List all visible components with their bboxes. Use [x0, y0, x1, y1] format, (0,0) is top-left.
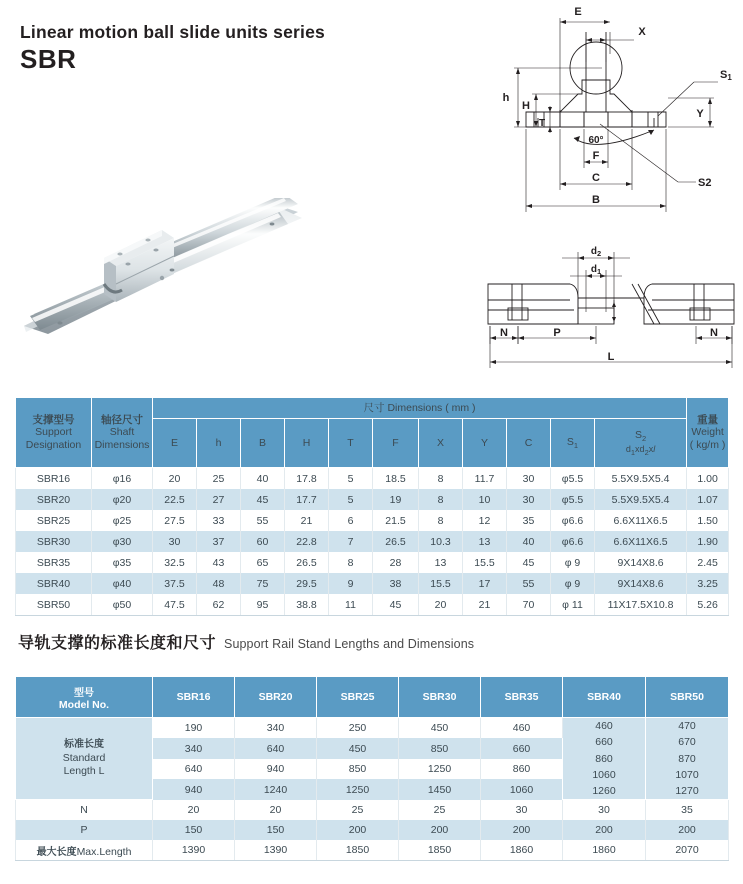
- dim-label-S2: S2: [698, 177, 712, 189]
- cell-E: 37.5: [153, 573, 197, 594]
- cell-max-sbr35: 1860: [481, 840, 563, 861]
- cell-X: 13: [419, 552, 463, 573]
- th-S2-x1: x: [635, 443, 640, 454]
- cell-E: 30: [153, 531, 197, 552]
- cell-standard-length-sbr16: 190: [153, 718, 235, 739]
- cell-weight: 1.07: [687, 489, 729, 510]
- cell-T: 9: [329, 573, 373, 594]
- th-S2-main: S: [634, 428, 642, 441]
- cell-B: 45: [241, 489, 285, 510]
- th-E: E: [153, 419, 197, 468]
- cell-S1: φ5.5: [551, 468, 595, 490]
- cell-standard-length-sbr30: 850: [399, 738, 481, 758]
- th-model-no-cn: 型号: [74, 687, 94, 699]
- cell-H: 29.5: [285, 573, 329, 594]
- th-model-sbr40: SBR40: [563, 677, 646, 718]
- cell-X: 20: [419, 594, 463, 616]
- dimensions-table: [15, 397, 729, 616]
- cell-n-sbr16: 20: [153, 800, 235, 821]
- cell-standard-length-sbr25: 450: [317, 738, 399, 758]
- th-weight: [687, 398, 729, 468]
- cell-n-sbr20: 20: [235, 800, 317, 821]
- cell-h: 33: [197, 510, 241, 531]
- cell-Y: 11.7: [463, 468, 507, 490]
- cell-T: 6: [329, 510, 373, 531]
- cell-S1: φ5.5: [551, 489, 595, 510]
- th-weight-en1: Weight: [691, 426, 724, 439]
- cell-C: 45: [507, 552, 551, 573]
- cell-F: 38: [373, 573, 419, 594]
- dim-label-P: P: [553, 327, 561, 339]
- cell-standard-length-sbr16: 940: [153, 779, 235, 799]
- cell-standard-length-sbr20: 940: [235, 759, 317, 779]
- cell-F: 28: [373, 552, 419, 573]
- section-heading-en: Support Rail Stand Lengths and Dimensions: [224, 637, 475, 651]
- cell-H: 26.5: [285, 552, 329, 573]
- cell-n-sbr30: 25: [399, 800, 481, 821]
- cell-max-sbr16: 1390: [153, 840, 235, 861]
- cell-T: 11: [329, 594, 373, 616]
- table-row: [16, 800, 729, 821]
- row-label-standard-length-cn: 标准长度: [64, 739, 104, 751]
- th-S2-d2sub: 2: [644, 447, 649, 457]
- cell-p-sbr50: 200: [646, 820, 729, 840]
- cell-h: 25: [197, 468, 241, 490]
- th-model-sbr35: SBR35: [481, 677, 563, 718]
- drawing-side-view: [482, 228, 740, 376]
- row-label-standard-length: [16, 718, 153, 800]
- table-row: [16, 468, 729, 490]
- cell-max-sbr40: 1860: [563, 840, 646, 861]
- product-photo-linear-rail: [16, 198, 316, 343]
- cell-E: 20: [153, 468, 197, 490]
- cell-shaft: φ25: [92, 510, 153, 531]
- th-S2-d1: d: [625, 443, 631, 454]
- cell-p-sbr16: 150: [153, 820, 235, 840]
- cell-length-value: 1060: [592, 768, 616, 781]
- dim-label-C: C: [592, 172, 600, 184]
- cell-standard-length-sbr35: 660: [481, 738, 563, 758]
- cell-model: SBR40: [16, 573, 92, 594]
- cell-S2: 9X14X8.6: [595, 552, 687, 573]
- cell-S2: 9X14X8.6: [595, 573, 687, 594]
- section-heading-cn: 导轨支撑的标准长度和尺寸: [18, 635, 217, 652]
- cell-C: 55: [507, 573, 551, 594]
- cell-p-sbr35: 200: [481, 820, 563, 840]
- section-heading: [18, 630, 474, 653]
- lengths-table: [15, 676, 729, 861]
- dim-label-T: T: [538, 118, 546, 129]
- th-support-designation-en2: Designation: [25, 438, 82, 451]
- th-Y: Y: [463, 419, 507, 468]
- th-shaft-dimensions-cn: 轴径尺寸: [101, 413, 143, 426]
- row-label-max: [16, 840, 153, 861]
- cell-shaft: φ50: [92, 594, 153, 616]
- cell-standard-length-sbr25: 850: [317, 759, 399, 779]
- cell-E: 27.5: [153, 510, 197, 531]
- table-row: [16, 531, 729, 552]
- th-B: B: [241, 419, 285, 468]
- cell-Y: 15.5: [463, 552, 507, 573]
- table-row: [16, 840, 729, 861]
- cell-max-sbr25: 1850: [317, 840, 399, 861]
- th-S2-sub: 2: [641, 433, 647, 443]
- cell-length-value: 660: [595, 736, 613, 749]
- row-label-p: P: [16, 820, 153, 840]
- cell-standard-length-sbr20: 640: [235, 738, 317, 758]
- cell-weight: 2.45: [687, 552, 729, 573]
- th-S2: [595, 419, 687, 468]
- cell-T: 5: [329, 489, 373, 510]
- th-shaft-dimensions-en1: Shaft: [109, 426, 135, 439]
- cell-H: 17.7: [285, 489, 329, 510]
- cell-C: 30: [507, 468, 551, 490]
- cell-model: SBR16: [16, 468, 92, 490]
- cell-S2: 5.5X9.5X5.4: [595, 468, 687, 490]
- cell-weight: 1.00: [687, 468, 729, 490]
- cell-H: 22.8: [285, 531, 329, 552]
- cell-F: 19: [373, 489, 419, 510]
- dim-label-L: L: [607, 351, 615, 363]
- cell-max-sbr30: 1850: [399, 840, 481, 861]
- cell-B: 60: [241, 531, 285, 552]
- th-X: X: [419, 419, 463, 468]
- table-row: [16, 510, 729, 531]
- cell-S2: 5.5X9.5X5.4: [595, 489, 687, 510]
- cell-standard-lengths-sbr50: [646, 718, 729, 800]
- cell-max-sbr20: 1390: [235, 840, 317, 861]
- cell-Y: 17: [463, 573, 507, 594]
- cell-max-sbr50: 2070: [646, 840, 729, 861]
- cell-H: 38.8: [285, 594, 329, 616]
- dim-label-N-left: N: [500, 327, 508, 339]
- th-weight-en2: ( kg/m ): [689, 438, 726, 451]
- cell-Y: 10: [463, 489, 507, 510]
- cell-length-value: 470: [678, 720, 696, 732]
- th-C: C: [507, 419, 551, 468]
- cell-X: 15.5: [419, 573, 463, 594]
- th-weight-cn: 重量: [697, 413, 719, 426]
- cell-F: 45: [373, 594, 419, 616]
- cell-E: 32.5: [153, 552, 197, 573]
- th-S2-d1sub: 1: [630, 447, 636, 457]
- cell-length-value: 860: [595, 752, 613, 765]
- cell-B: 40: [241, 468, 285, 490]
- cell-n-sbr40: 30: [563, 800, 646, 821]
- th-dimensions-group: 尺寸 Dimensions ( mm ): [153, 398, 687, 419]
- table-row: [16, 552, 729, 573]
- cell-shaft: φ40: [92, 573, 153, 594]
- cell-F: 21.5: [373, 510, 419, 531]
- cell-length-value: 870: [678, 752, 696, 765]
- cell-B: 75: [241, 573, 285, 594]
- page-title-subtitle: Linear motion ball slide units series: [20, 22, 325, 42]
- cell-h: 48: [197, 573, 241, 594]
- th-S2-l: l: [653, 443, 656, 454]
- th-H: H: [285, 419, 329, 468]
- cell-standard-length-sbr25: 250: [317, 718, 399, 739]
- cell-X: 10.3: [419, 531, 463, 552]
- cell-H: 21: [285, 510, 329, 531]
- cell-S1: φ 9: [551, 552, 595, 573]
- cell-standard-lengths-sbr40: [563, 718, 646, 800]
- cell-Y: 12: [463, 510, 507, 531]
- dim-label-F: F: [592, 150, 600, 162]
- cell-n-sbr25: 25: [317, 800, 399, 821]
- cell-length-value: 1270: [675, 785, 699, 798]
- dim-label-X: X: [638, 26, 646, 38]
- cell-F: 26.5: [373, 531, 419, 552]
- dim-label-angle: 60°: [588, 135, 604, 146]
- cell-p-sbr40: 200: [563, 820, 646, 840]
- dim-label-Y: Y: [696, 108, 704, 120]
- th-S1: [551, 419, 595, 468]
- cell-shaft: φ30: [92, 531, 153, 552]
- cell-H: 17.8: [285, 468, 329, 490]
- cell-B: 95: [241, 594, 285, 616]
- cell-h: 37: [197, 531, 241, 552]
- cell-E: 22.5: [153, 489, 197, 510]
- cell-p-sbr30: 200: [399, 820, 481, 840]
- row-label-standard-length-en2: Length L: [63, 764, 105, 777]
- cell-model: SBR30: [16, 531, 92, 552]
- cell-X: 8: [419, 468, 463, 490]
- drawing-cross-section: [482, 2, 740, 218]
- cell-h: 62: [197, 594, 241, 616]
- cell-Y: 21: [463, 594, 507, 616]
- cell-C: 30: [507, 489, 551, 510]
- cell-S1: φ6.6: [551, 531, 595, 552]
- dim-label-H: H: [522, 100, 530, 112]
- dim-label-S1: S1: [720, 69, 732, 82]
- th-support-designation-en1: Support: [35, 426, 72, 439]
- th-shaft-dimensions-en2: Dimensions: [94, 438, 150, 451]
- cell-length-value: 1260: [592, 785, 616, 798]
- th-model-sbr25: SBR25: [317, 677, 399, 718]
- cell-standard-length-sbr25: 1250: [317, 779, 399, 799]
- table-row: [16, 489, 729, 510]
- cell-E: 47.5: [153, 594, 197, 616]
- dim-label-h: h: [502, 92, 510, 104]
- cell-T: 7: [329, 531, 373, 552]
- cell-standard-length-sbr16: 340: [153, 738, 235, 758]
- th-model-sbr20: SBR20: [235, 677, 317, 718]
- th-model-no: [16, 677, 153, 718]
- cell-model: SBR35: [16, 552, 92, 573]
- cell-S2: 6.6X11X6.5: [595, 531, 687, 552]
- dim-label-d2: $d_2$: [590, 246, 602, 258]
- cell-length-value: 460: [595, 720, 613, 732]
- cell-B: 65: [241, 552, 285, 573]
- cell-length-value: 670: [678, 736, 696, 749]
- th-S1-sub: 1: [573, 440, 579, 450]
- th-model-no-en: Model No.: [58, 698, 110, 711]
- cell-S1: φ6.6: [551, 510, 595, 531]
- dim-label-B: B: [592, 194, 600, 206]
- cell-X: 8: [419, 510, 463, 531]
- th-model-sbr30: SBR30: [399, 677, 481, 718]
- th-model-sbr16: SBR16: [153, 677, 235, 718]
- cell-S2: 11X17.5X10.8: [595, 594, 687, 616]
- cell-weight: 1.90: [687, 531, 729, 552]
- cell-weight: 5.26: [687, 594, 729, 616]
- th-S1-main: S: [566, 435, 574, 448]
- cell-X: 8: [419, 489, 463, 510]
- cell-S1: φ 9: [551, 573, 595, 594]
- cell-n-sbr50: 35: [646, 800, 729, 821]
- cell-standard-length-sbr35: 860: [481, 759, 563, 779]
- cell-C: 35: [507, 510, 551, 531]
- cell-model: SBR20: [16, 489, 92, 510]
- row-label-n: N: [16, 800, 153, 821]
- cell-standard-length-sbr16: 640: [153, 759, 235, 779]
- page-title-series: SBR: [20, 44, 77, 74]
- cell-T: 8: [329, 552, 373, 573]
- dim-label-d1: $d_1$: [590, 264, 602, 276]
- cell-shaft: φ16: [92, 468, 153, 490]
- cell-standard-length-sbr30: 1450: [399, 779, 481, 799]
- cell-h: 27: [197, 489, 241, 510]
- th-F: F: [373, 419, 419, 468]
- cell-B: 55: [241, 510, 285, 531]
- cell-length-value: 1070: [675, 768, 699, 781]
- cell-p-sbr25: 200: [317, 820, 399, 840]
- cell-model: SBR25: [16, 510, 92, 531]
- th-support-designation: [16, 398, 92, 468]
- page-title-block: [20, 22, 440, 75]
- th-shaft-dimensions: [92, 398, 153, 468]
- cell-standard-length-sbr35: 460: [481, 718, 563, 739]
- cell-C: 70: [507, 594, 551, 616]
- cell-S1: φ 11: [551, 594, 595, 616]
- dim-label-E: E: [574, 6, 582, 18]
- table-row: [16, 718, 729, 739]
- dim-label-N-right: N: [710, 327, 718, 339]
- cell-weight: 3.25: [687, 573, 729, 594]
- table-row: [16, 573, 729, 594]
- table-row: [16, 820, 729, 840]
- cell-weight: 1.50: [687, 510, 729, 531]
- cell-n-sbr35: 30: [481, 800, 563, 821]
- cell-standard-length-sbr20: 1240: [235, 779, 317, 799]
- th-h: h: [197, 419, 241, 468]
- th-S2-x2: x: [648, 443, 654, 454]
- cell-C: 40: [507, 531, 551, 552]
- cell-standard-length-sbr30: 1250: [399, 759, 481, 779]
- cell-F: 18.5: [373, 468, 419, 490]
- row-label-max-en: Max.Length: [76, 845, 132, 858]
- row-label-max-cn: 最大长度: [36, 846, 77, 858]
- cell-standard-length-sbr20: 340: [235, 718, 317, 739]
- cell-T: 5: [329, 468, 373, 490]
- cell-standard-length-sbr35: 1060: [481, 779, 563, 799]
- cell-h: 43: [197, 552, 241, 573]
- cell-p-sbr20: 150: [235, 820, 317, 840]
- cell-model: SBR50: [16, 594, 92, 616]
- cell-shaft: φ20: [92, 489, 153, 510]
- th-T: T: [329, 419, 373, 468]
- cell-standard-length-sbr30: 450: [399, 718, 481, 739]
- th-S2-d2: d: [639, 443, 645, 454]
- cell-Y: 13: [463, 531, 507, 552]
- th-model-sbr50: SBR50: [646, 677, 729, 718]
- table-row: [16, 594, 729, 616]
- cell-shaft: φ35: [92, 552, 153, 573]
- row-label-standard-length-en1: Standard: [62, 751, 106, 764]
- th-support-designation-cn: 支撑型号: [32, 413, 75, 426]
- cell-S2: 6.6X11X6.5: [595, 510, 687, 531]
